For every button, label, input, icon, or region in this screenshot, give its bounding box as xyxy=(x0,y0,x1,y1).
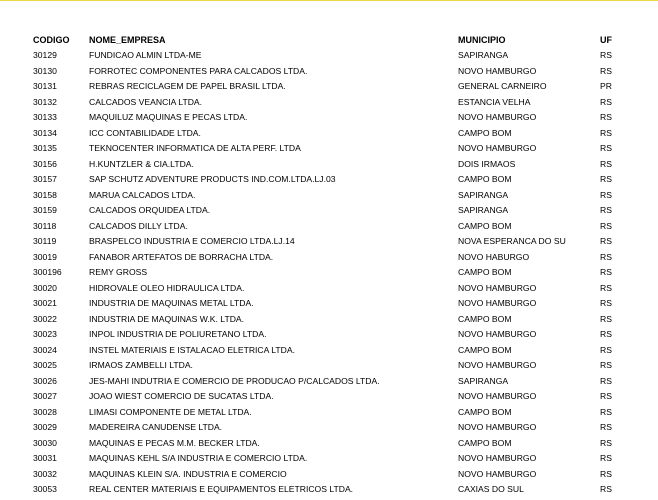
nome-empresa-cell: JOAO WIEST COMERCIO DE SUCATAS LTDA. xyxy=(89,391,274,401)
municipio-cell: CAMPO BOM xyxy=(458,220,512,231)
uf-cell: RS xyxy=(600,236,612,246)
table-row xyxy=(33,420,653,436)
uf-cell: RS xyxy=(600,468,612,479)
table-row xyxy=(33,358,653,374)
nome-empresa-cell: INDUSTRIA DE MAQUINAS W.K. LTDA. xyxy=(89,313,245,324)
codigo-cell: 30119 xyxy=(33,236,57,246)
nome-empresa-cell: MADEREIRA CANUDENSE LTDA. xyxy=(89,422,223,432)
nome-empresa-cell: REMY GROSS xyxy=(89,267,148,277)
table-row xyxy=(33,482,653,498)
nome-empresa-cell: MARUA CALCADOS LTDA. xyxy=(89,189,196,200)
uf-cell: RS xyxy=(600,143,612,153)
municipio-cell: NOVO HAMBURGO xyxy=(458,391,537,401)
uf-cell: RS xyxy=(600,422,612,432)
nome-empresa-cell: ICC CONTABILIDADE LTDA. xyxy=(89,127,201,138)
nome-empresa-cell: HIDROVALE OLEO HIDRAULICA LTDA. xyxy=(89,282,245,293)
uf-cell: RS xyxy=(600,174,612,184)
nome-empresa-cell: MAQUINAS E PECAS M.M. BECKER LTDA. xyxy=(89,437,260,448)
municipio-cell: NOVO HAMBURGO xyxy=(458,422,537,432)
uf-cell: RS xyxy=(600,329,612,339)
uf-cell: RS xyxy=(600,189,612,200)
nome-empresa-cell: MAQUINAS KLEIN S/A. INDUSTRIA E COMERCIO xyxy=(89,468,287,479)
nome-empresa-cell: CALCADOS VEANCIA LTDA. xyxy=(89,96,203,107)
table-row xyxy=(33,467,653,483)
municipio-cell: CAMPO BOM xyxy=(458,437,512,448)
municipio-cell: SAPIRANGA xyxy=(458,50,509,60)
municipio-cell: SAPIRANGA xyxy=(458,205,509,215)
uf-cell: RS xyxy=(600,220,612,231)
municipio-cell: GENERAL CARNEIRO xyxy=(458,81,547,91)
uf-cell: RS xyxy=(600,360,612,370)
municipio-cell: NOVO HABURGO xyxy=(458,251,530,262)
codigo-cell: 30032 xyxy=(33,468,57,479)
nome-empresa-cell: TEKNOCENTER INFORMATICA DE ALTA PERF. LTDA xyxy=(89,143,301,153)
table-row xyxy=(33,141,653,157)
table-row xyxy=(33,172,653,188)
uf-cell: RS xyxy=(600,112,612,122)
uf-cell: RS xyxy=(600,205,612,215)
uf-cell: RS xyxy=(600,313,612,324)
uf-cell: RS xyxy=(600,484,612,494)
table-row xyxy=(33,234,653,250)
table-row xyxy=(33,64,653,80)
nome-empresa-cell: FANABOR ARTEFATOS DE BORRACHA LTDA. xyxy=(89,251,274,262)
header-codigo: CODIGO xyxy=(33,35,70,45)
municipio-cell: CAMPO BOM xyxy=(458,127,512,138)
table-row xyxy=(33,405,653,421)
codigo-cell: 30118 xyxy=(33,220,57,231)
nome-empresa-cell: H.KUNTZLER & CIA.LTDA. xyxy=(89,158,194,169)
table-row xyxy=(33,157,653,173)
municipio-cell: SAPIRANGA xyxy=(458,189,509,200)
codigo-cell: 30020 xyxy=(33,282,57,293)
codigo-cell: 30019 xyxy=(33,251,57,262)
municipio-cell: NOVO HAMBURGO xyxy=(458,468,537,479)
table-row xyxy=(33,451,653,467)
uf-cell: RS xyxy=(600,65,612,76)
codigo-cell: 30159 xyxy=(33,205,57,215)
codigo-cell: 30053 xyxy=(33,484,57,494)
uf-cell: RS xyxy=(600,267,612,277)
codigo-cell: 30134 xyxy=(33,127,57,138)
header-uf: UF xyxy=(600,35,612,45)
table-row xyxy=(33,203,653,219)
table-row xyxy=(33,343,653,359)
municipio-cell: CAMPO BOM xyxy=(458,313,512,324)
codigo-cell: 30027 xyxy=(33,391,57,401)
table-row xyxy=(33,312,653,328)
codigo-cell: 30129 xyxy=(33,50,57,60)
nome-empresa-cell: REAL CENTER MATERIAIS E EQUIPAMENTOS ELETRICOS LTDA. xyxy=(89,484,354,494)
codigo-cell: 30135 xyxy=(33,143,57,153)
codigo-cell: 30157 xyxy=(33,174,57,184)
uf-cell: RS xyxy=(600,298,612,308)
codigo-cell: 30028 xyxy=(33,406,57,417)
codigo-cell: 30021 xyxy=(33,298,57,308)
nome-empresa-cell: JES-MAHI INDUTRIA E COMERCIO DE PRODUCAO P/CALCADOS LTDA. xyxy=(89,375,380,386)
codigo-cell: 30022 xyxy=(33,313,57,324)
municipio-cell: NOVA ESPERANCA DO SU xyxy=(458,236,566,246)
nome-empresa-cell: BRASPELCO INDUSTRIA E COMERCIO LTDA.LJ.14 xyxy=(89,236,295,246)
uf-cell: RS xyxy=(600,251,612,262)
nome-empresa-cell: MAQUINAS KEHL S/A INDUSTRIA E COMERCIO LTDA. xyxy=(89,453,308,463)
nome-empresa-cell: INDUSTRIA DE MAQUINAS METAL LTDA. xyxy=(89,298,254,308)
nome-empresa-cell: IRMAOS ZAMBELLI LTDA. xyxy=(89,360,193,370)
codigo-cell: 30156 xyxy=(33,158,57,169)
table-row xyxy=(33,48,653,64)
uf-cell: RS xyxy=(600,375,612,386)
nome-empresa-cell: FORROTEC COMPONENTES PARA CALCADOS LTDA. xyxy=(89,65,308,76)
table-row xyxy=(33,110,653,126)
table-row xyxy=(33,281,653,297)
municipio-cell: NOVO HAMBURGO xyxy=(458,112,537,122)
table-row xyxy=(33,95,653,111)
municipio-cell: CAMPO BOM xyxy=(458,406,512,417)
municipio-cell: SAPIRANGA xyxy=(458,375,509,386)
municipio-cell: ESTANCIA VELHA xyxy=(458,96,531,107)
municipio-cell: CAMPO BOM xyxy=(458,174,512,184)
uf-cell: RS xyxy=(600,158,612,169)
municipio-cell: DOIS IRMAOS xyxy=(458,158,516,169)
table-row xyxy=(33,219,653,235)
table-row xyxy=(33,126,653,142)
nome-empresa-cell: LIMASI COMPONENTE DE METAL LTDA. xyxy=(89,406,252,417)
uf-cell: RS xyxy=(600,437,612,448)
table-body xyxy=(33,48,653,498)
codigo-cell: 30026 xyxy=(33,375,57,386)
uf-cell: PR xyxy=(600,81,612,91)
codigo-cell: 30024 xyxy=(33,344,57,355)
uf-cell: RS xyxy=(600,127,612,138)
table-row xyxy=(33,327,653,343)
codigo-cell: 30158 xyxy=(33,189,57,200)
municipio-cell: CAMPO BOM xyxy=(458,267,512,277)
table-row xyxy=(33,79,653,95)
uf-cell: RS xyxy=(600,406,612,417)
table-row xyxy=(33,265,653,281)
codigo-cell: 30029 xyxy=(33,422,57,432)
nome-empresa-cell: CALCADOS DILLY LTDA. xyxy=(89,220,188,231)
uf-cell: RS xyxy=(600,344,612,355)
codigo-cell: 30031 xyxy=(33,453,57,463)
uf-cell: RS xyxy=(600,282,612,293)
codigo-cell: 30025 xyxy=(33,360,57,370)
nome-empresa-cell: SAP SCHUTZ ADVENTURE PRODUCTS IND.COM.LTDA.LJ.03 xyxy=(89,174,336,184)
municipio-cell: NOVO HAMBURGO xyxy=(458,65,537,76)
table-row xyxy=(33,436,653,452)
company-report-table xyxy=(33,33,653,498)
municipio-cell: NOVO HAMBURGO xyxy=(458,282,537,293)
table-row xyxy=(33,296,653,312)
codigo-cell: 30130 xyxy=(33,65,57,76)
codigo-cell: 30030 xyxy=(33,437,57,448)
municipio-cell: NOVO HAMBURGO xyxy=(458,143,537,153)
municipio-cell: CAXIAS DO SUL xyxy=(458,484,524,494)
municipio-cell: CAMPO BOM xyxy=(458,344,512,355)
municipio-cell: NOVO HAMBURGO xyxy=(458,298,537,308)
codigo-cell: 30133 xyxy=(33,112,57,122)
uf-cell: RS xyxy=(600,96,612,107)
nome-empresa-cell: MAQUILUZ MAQUINAS E PECAS LTDA. xyxy=(89,112,248,122)
uf-cell: RS xyxy=(600,50,612,60)
codigo-cell: 30131 xyxy=(33,81,57,91)
table-row xyxy=(33,389,653,405)
table-header-row xyxy=(33,33,653,48)
nome-empresa-cell: FUNDICAO ALMIN LTDA-ME xyxy=(89,50,202,60)
codigo-cell: 300196 xyxy=(33,267,62,277)
nome-empresa-cell: CALCADOS ORQUIDEA LTDA. xyxy=(89,205,211,215)
table-row xyxy=(33,188,653,204)
codigo-cell: 30132 xyxy=(33,96,57,107)
nome-empresa-cell: INPOL INDUSTRIA DE POLIURETANO LTDA. xyxy=(89,329,267,339)
uf-cell: RS xyxy=(600,453,612,463)
municipio-cell: NOVO HAMBURGO xyxy=(458,329,537,339)
nome-empresa-cell: REBRAS RECICLAGEM DE PAPEL BRASIL LTDA. xyxy=(89,81,286,91)
header-municipio: MUNICIPIO xyxy=(458,35,506,45)
table-row xyxy=(33,374,653,390)
header-nome-empresa: NOME_EMPRESA xyxy=(89,35,166,45)
nome-empresa-cell: INSTEL MATERIAIS E ISTALACAO ELETRICA LTDA. xyxy=(89,344,295,355)
table-row xyxy=(33,250,653,266)
municipio-cell: NOVO HAMBURGO xyxy=(458,360,537,370)
top-border-line xyxy=(0,0,658,1)
uf-cell: RS xyxy=(600,391,612,401)
municipio-cell: NOVO HAMBURGO xyxy=(458,453,537,463)
codigo-cell: 30023 xyxy=(33,329,57,339)
